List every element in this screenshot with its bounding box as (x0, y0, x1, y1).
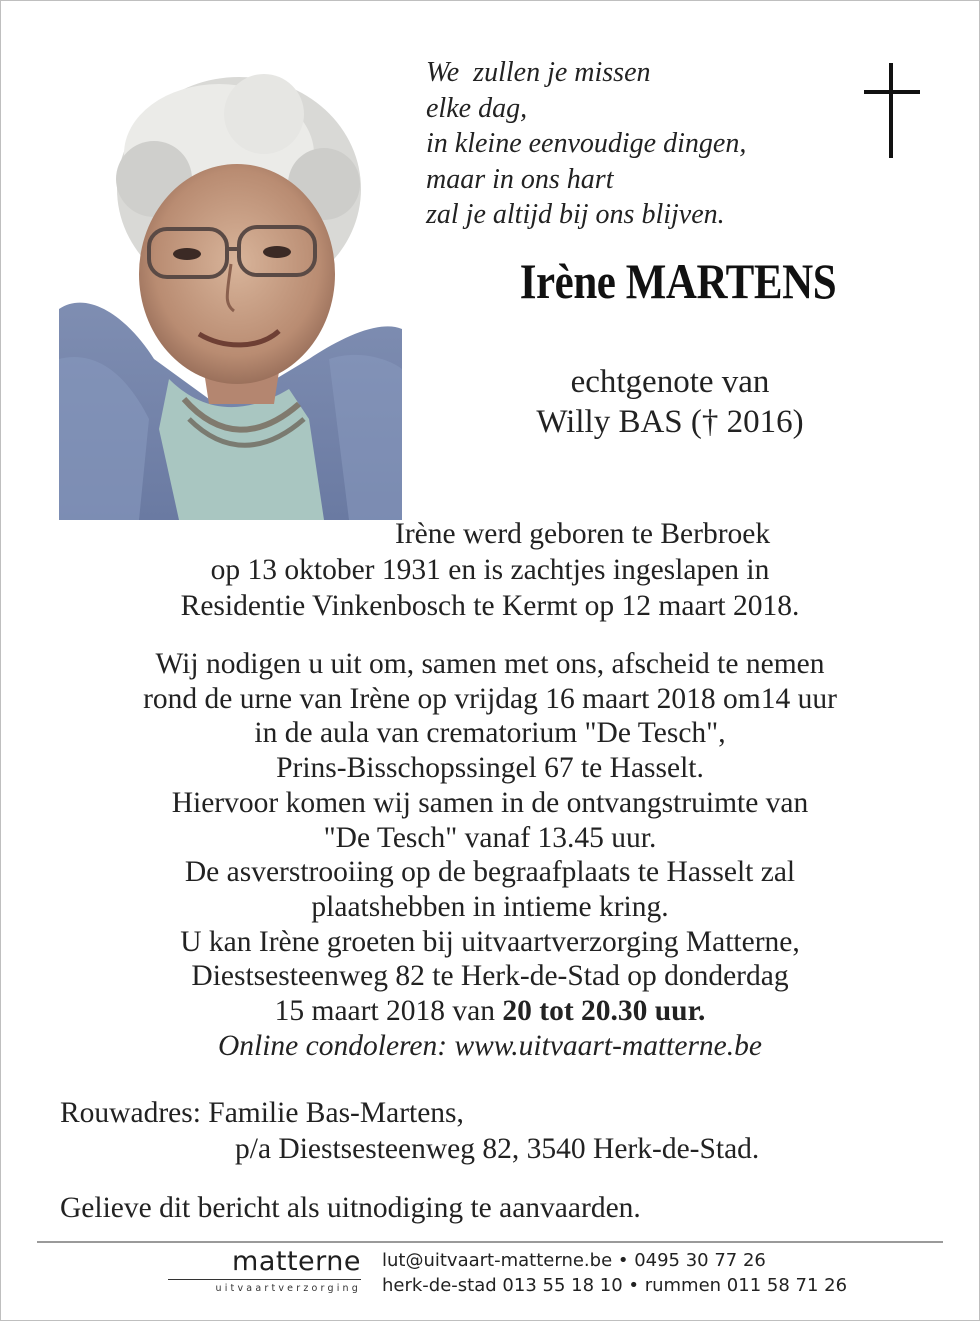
text-line: op 13 oktober 1931 en is zachtjes ingeslapen in (210, 554, 770, 586)
text-line: in de aula van crematorium "De Tesch", (254, 717, 726, 750)
poem-line: We zullen je missen (426, 57, 651, 88)
deceased-name: Irène MARTENS (519, 253, 837, 309)
logo-subtitle: uitvaartverzorging (215, 1283, 361, 1294)
text-line: Diestsesteenweg 82 te Herk-de-Stad op donderdag (191, 960, 789, 993)
text-line: plaatshebben in intieme kring. (311, 890, 669, 923)
logo-wordmark: matterne (232, 1246, 361, 1277)
poem-line: elke dag, (426, 92, 528, 124)
text-line: U kan Irène groeten bij uitvaartverzorging Matterne, (180, 925, 800, 958)
footer-divider (37, 1241, 943, 1243)
text-line: Residentie Vinkenbosch te Kermt op 12 maart 2018. (180, 590, 800, 622)
poem-line: in kleine eenvoudige dingen, (426, 128, 747, 159)
visit-hours: 20 tot 20.30 uur. (502, 995, 706, 1028)
poem (426, 55, 826, 233)
text-line: De asverstrooiing op de begraafplaats te Hasselt zal (184, 856, 796, 889)
visit-line (40, 994, 940, 1029)
visit-date: 15 maart 2018 van (274, 995, 503, 1028)
mourning-address (60, 1095, 940, 1167)
contact-line: herk-de-stad 013 55 18 10 • rummen 011 58 71 26 (382, 1275, 848, 1296)
text-line: Prins-Bisschopssingel 67 te Hasselt. (276, 752, 704, 785)
poem-line: maar in ons hart (426, 163, 614, 195)
address-line: p/a Diestsesteenweg 82, 3540 Herk-de-Stad. (235, 1133, 760, 1165)
text-line: "De Tesch" vanaf 13.45 uur. (323, 821, 657, 854)
portrait-photo (59, 59, 402, 520)
logo-underline (168, 1279, 361, 1280)
invitation-note: Gelieve dit bericht als uitnodiging te aanvaarden. (60, 1192, 641, 1224)
text-line: Irène werd geboren te Berbroek (395, 518, 771, 550)
birth-death-paragraph (40, 516, 940, 624)
text-line: rond de urne van Irène op vrijdag 16 maart 2018 om14 uur (143, 682, 837, 715)
spouse-label: echtgenote van (570, 364, 770, 400)
cross-icon (864, 63, 920, 158)
poem-line: zal je altijd bij ons blijven. (426, 199, 725, 230)
contact-line[interactable]: lut@uitvaart-matterne.be • 0495 30 77 26 (382, 1250, 766, 1271)
spouse-block (470, 362, 870, 442)
text-line: Wij nodigen u uit om, samen met ons, afscheid te nemen (155, 648, 825, 680)
spouse-name: Willy BAS († 2016) (536, 404, 804, 440)
address-line: Rouwadres: Familie Bas-Martens, (60, 1097, 464, 1129)
online-condolence-link[interactable]: Online condoleren: www.uitvaart-matterne.be (217, 1029, 762, 1062)
text-line: Hiervoor komen wij samen in de ontvangstruimte van (171, 786, 809, 819)
footer-contact (382, 1248, 942, 1298)
ceremony-paragraph (40, 647, 940, 1063)
matterne-logo (168, 1246, 361, 1298)
